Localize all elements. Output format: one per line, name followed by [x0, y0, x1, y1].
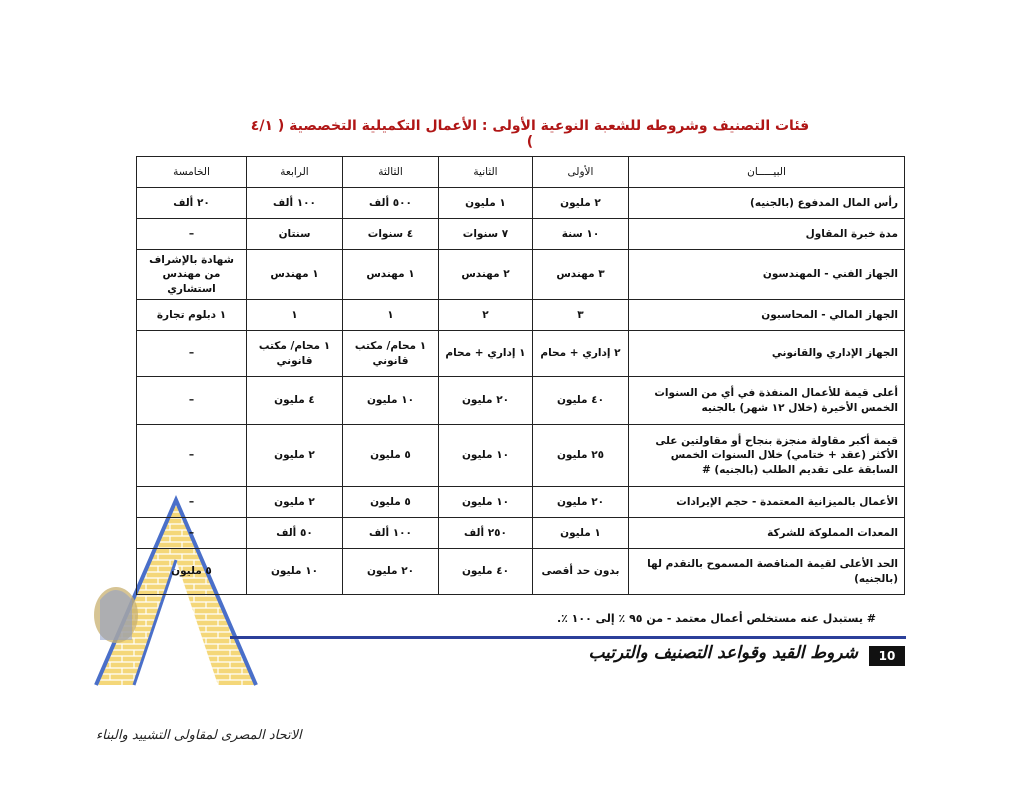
table-header-row [137, 157, 905, 188]
row-label: أعلى قيمة للأعمال المنفذة في أي من السنوات الخمس الأخيرة (خلال ١٢ شهر) بالجنيه [629, 377, 905, 425]
table-row [137, 219, 905, 250]
table-cell: – [137, 487, 247, 518]
table-row [137, 377, 905, 425]
table-cell: – [137, 518, 247, 549]
table-cell: ١ مهندس [247, 250, 343, 300]
footnote: # يستبدل عنه مستخلص أعمال معتمد - من ٩٥ ٪ إلى ١٠٠ ٪. [556, 612, 876, 625]
table-cell: ٣ مهندس [533, 250, 629, 300]
table-cell: ٢ مليون [247, 425, 343, 487]
table-row [137, 425, 905, 487]
divider-rule [230, 636, 906, 639]
table-cell: – [137, 219, 247, 250]
table-cell: ٥ مليون [137, 549, 247, 595]
table-cell: – [137, 331, 247, 377]
table-row [137, 300, 905, 331]
table-cell: ١٠٠ ألف [247, 188, 343, 219]
table-cell: ٢ مليون [247, 487, 343, 518]
table-cell: ١٠٠ ألف [343, 518, 439, 549]
row-label: مدة خبرة المقاول [629, 219, 905, 250]
page-number-badge: 10 [869, 646, 905, 666]
row-label: الجهاز الفني - المهندسون [629, 250, 905, 300]
table-cell: ١ مليون [439, 188, 533, 219]
table-cell: ١ محام/ مكتب قانوني [247, 331, 343, 377]
table-cell: ٤٠ مليون [439, 549, 533, 595]
table-cell: ١ إداري + محام [439, 331, 533, 377]
table-cell: ٢ مليون [533, 188, 629, 219]
row-label: الحد الأعلى لقيمة المناقصة المسموح بالتقدم لها (بالجنيه) [629, 549, 905, 595]
table-cell: ١ محام/ مكتب قانوني [343, 331, 439, 377]
table-cell: ١ [247, 300, 343, 331]
table-cell: ٢٠ مليون [439, 377, 533, 425]
table-row [137, 250, 905, 300]
table-cell: ١ [343, 300, 439, 331]
classification-table [136, 156, 905, 595]
row-label: قيمة أكبر مقاولة منجزة بنجاح أو مقاولتين على الأكثر (عقد + ختامي) خلال السنوات الخمس السابقة على تقديم الطلب (بالجنيه) # [629, 425, 905, 487]
table-row [137, 487, 905, 518]
table-cell: ١ مليون [533, 518, 629, 549]
table-cell: ٢٠ مليون [343, 549, 439, 595]
row-label: الجهاز الإداري والقانوني [629, 331, 905, 377]
footer-organization: الاتحاد المصرى لمقاولى التشييد والبناء [96, 728, 302, 743]
header-first: الأولى [533, 157, 629, 188]
table-cell: ٢ مهندس [439, 250, 533, 300]
table-cell: شهادة بالإشراف من مهندس استشاري [137, 250, 247, 300]
table-cell: ٤ مليون [247, 377, 343, 425]
table-cell: ١ مهندس [343, 250, 439, 300]
table-cell: سنتان [247, 219, 343, 250]
row-label: الجهاز المالي - المحاسبون [629, 300, 905, 331]
table-cell: ٤ سنوات [343, 219, 439, 250]
header-second: الثانية [439, 157, 533, 188]
table-cell: ٥٠٠ ألف [343, 188, 439, 219]
table-cell: ٥ مليون [343, 425, 439, 487]
table-cell: – [137, 425, 247, 487]
table-cell: ١٠ مليون [343, 377, 439, 425]
table-cell: ١٠ مليون [439, 425, 533, 487]
row-label: رأس المال المدفوع (بالجنيه) [629, 188, 905, 219]
table-cell: بدون حد أقصى [533, 549, 629, 595]
row-label: المعدات المملوكة للشركة [629, 518, 905, 549]
table-cell: ٤٠ مليون [533, 377, 629, 425]
table-row [137, 188, 905, 219]
table-cell: ٣ [533, 300, 629, 331]
section-title: شروط القيد وقواعد التصنيف والترتيب [588, 643, 858, 663]
table-row [137, 549, 905, 595]
table-cell: ٥ مليون [343, 487, 439, 518]
table-cell: ٥٠ ألف [247, 518, 343, 549]
table-cell: ٢ [439, 300, 533, 331]
page-title: فئات التصنيف وشروطه للشعبة النوعية الأولى : الأعمال التكميلية التخصصية ( ٤/١ ) [250, 118, 810, 150]
table-cell: ٢٠ مليون [533, 487, 629, 518]
header-third: الثالثة [343, 157, 439, 188]
header-statement: البيـــــان [629, 157, 905, 188]
table-cell: – [137, 377, 247, 425]
table-cell: ١٠ سنة [533, 219, 629, 250]
row-label: الأعمال بالميزانية المعتمدة - حجم الإيرادات [629, 487, 905, 518]
table-cell: ١٠ مليون [247, 549, 343, 595]
table-cell: ٧ سنوات [439, 219, 533, 250]
table-cell: ١ دبلوم تجارة [137, 300, 247, 331]
table-cell: ٢ إداري + محام [533, 331, 629, 377]
table-cell: ٢٥٠ ألف [439, 518, 533, 549]
table-cell: ٢٥ مليون [533, 425, 629, 487]
header-fifth: الخامسة [137, 157, 247, 188]
table-row [137, 331, 905, 377]
table-cell: ١٠ مليون [439, 487, 533, 518]
header-fourth: الرابعة [247, 157, 343, 188]
table-cell: ٢٠ ألف [137, 188, 247, 219]
table-row [137, 518, 905, 549]
